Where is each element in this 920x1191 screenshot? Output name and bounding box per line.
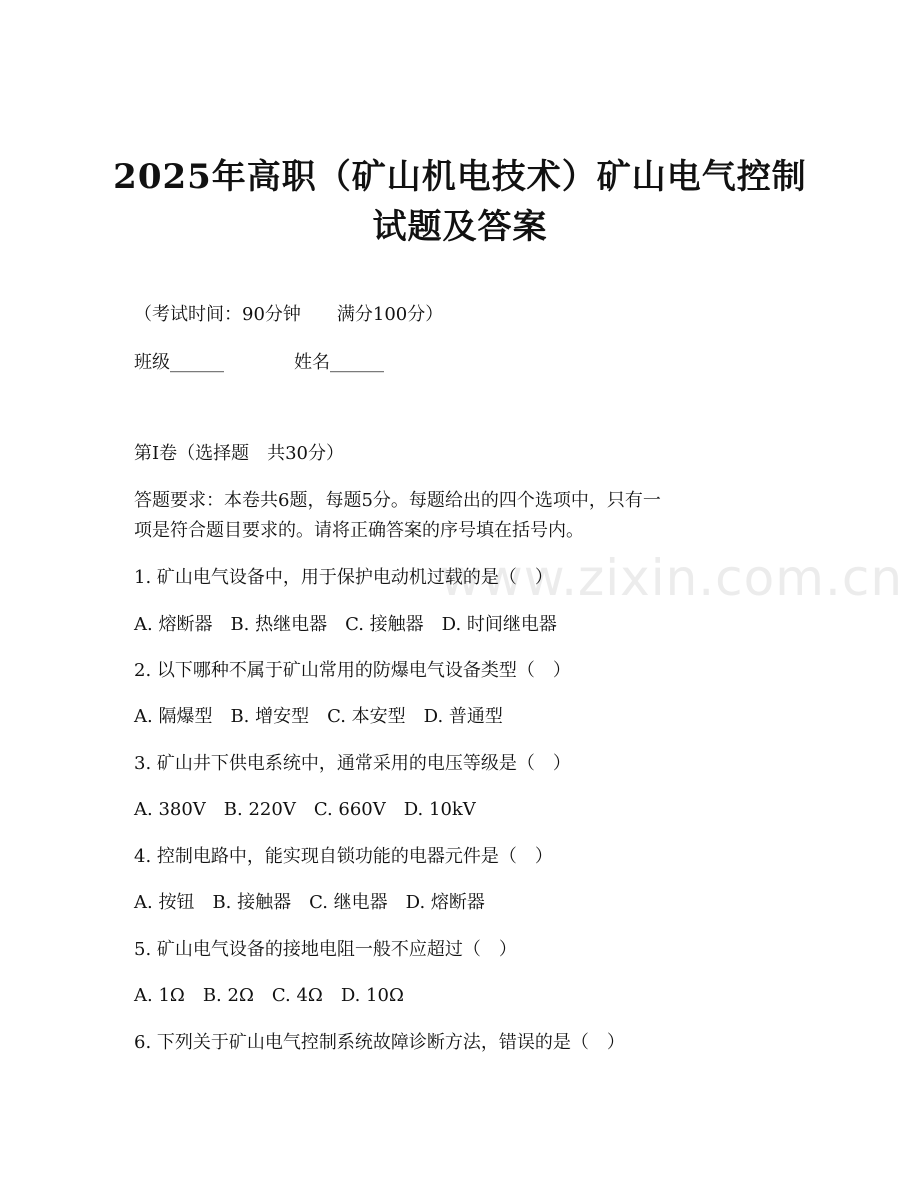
watermark: www.zixin.com.cn — [440, 549, 904, 607]
instructions-line1: 答题要求：本卷共6题，每题5分。每题给出的四个选项中，只有一 — [134, 490, 661, 511]
class-field: 班级______ — [134, 352, 224, 373]
question-stem: 5. 矿山电气设备的接地电阻一般不应超过（ ） — [134, 939, 517, 960]
question-stem: 3. 矿山井下供电系统中，通常采用的电压等级是（ ） — [134, 753, 571, 774]
name-field: 姓名______ — [294, 352, 384, 373]
question-options: A. 隔爆型 B. 增安型 C. 本安型 D. 普通型 — [134, 706, 503, 727]
question-stem: 4. 控制电路中，能实现自锁功能的电器元件是（ ） — [134, 846, 553, 867]
document-title-line1: 2025年高职（矿山机电技术）矿山电气控制 — [113, 157, 807, 197]
section-heading: 第Ⅰ卷（选择题 共30分） — [134, 443, 345, 464]
question-options: A. 熔断器 B. 热继电器 C. 接触器 D. 时间继电器 — [134, 614, 557, 635]
question-options: A. 380V B. 220V C. 660V D. 10kV — [134, 799, 476, 820]
exam-info: （考试时间：90分钟 满分100分） — [134, 304, 444, 325]
question-options: A. 按钮 B. 接触器 C. 继电器 D. 熔断器 — [134, 892, 485, 913]
instructions-line2: 项是符合题目要求的。请将正确答案的序号填在括号内。 — [134, 520, 584, 541]
document-title-line2: 试题及答案 — [372, 207, 548, 247]
question-stem: 1. 矿山电气设备中，用于保护电动机过载的是（ ） — [134, 567, 553, 588]
question-stem: 6. 下列关于矿山电气控制系统故障诊断方法，错误的是（ ） — [134, 1032, 625, 1053]
question-options: A. 1Ω B. 2Ω C. 4Ω D. 10Ω — [134, 985, 404, 1006]
question-stem: 2. 以下哪种不属于矿山常用的防爆电气设备类型（ ） — [134, 660, 571, 681]
